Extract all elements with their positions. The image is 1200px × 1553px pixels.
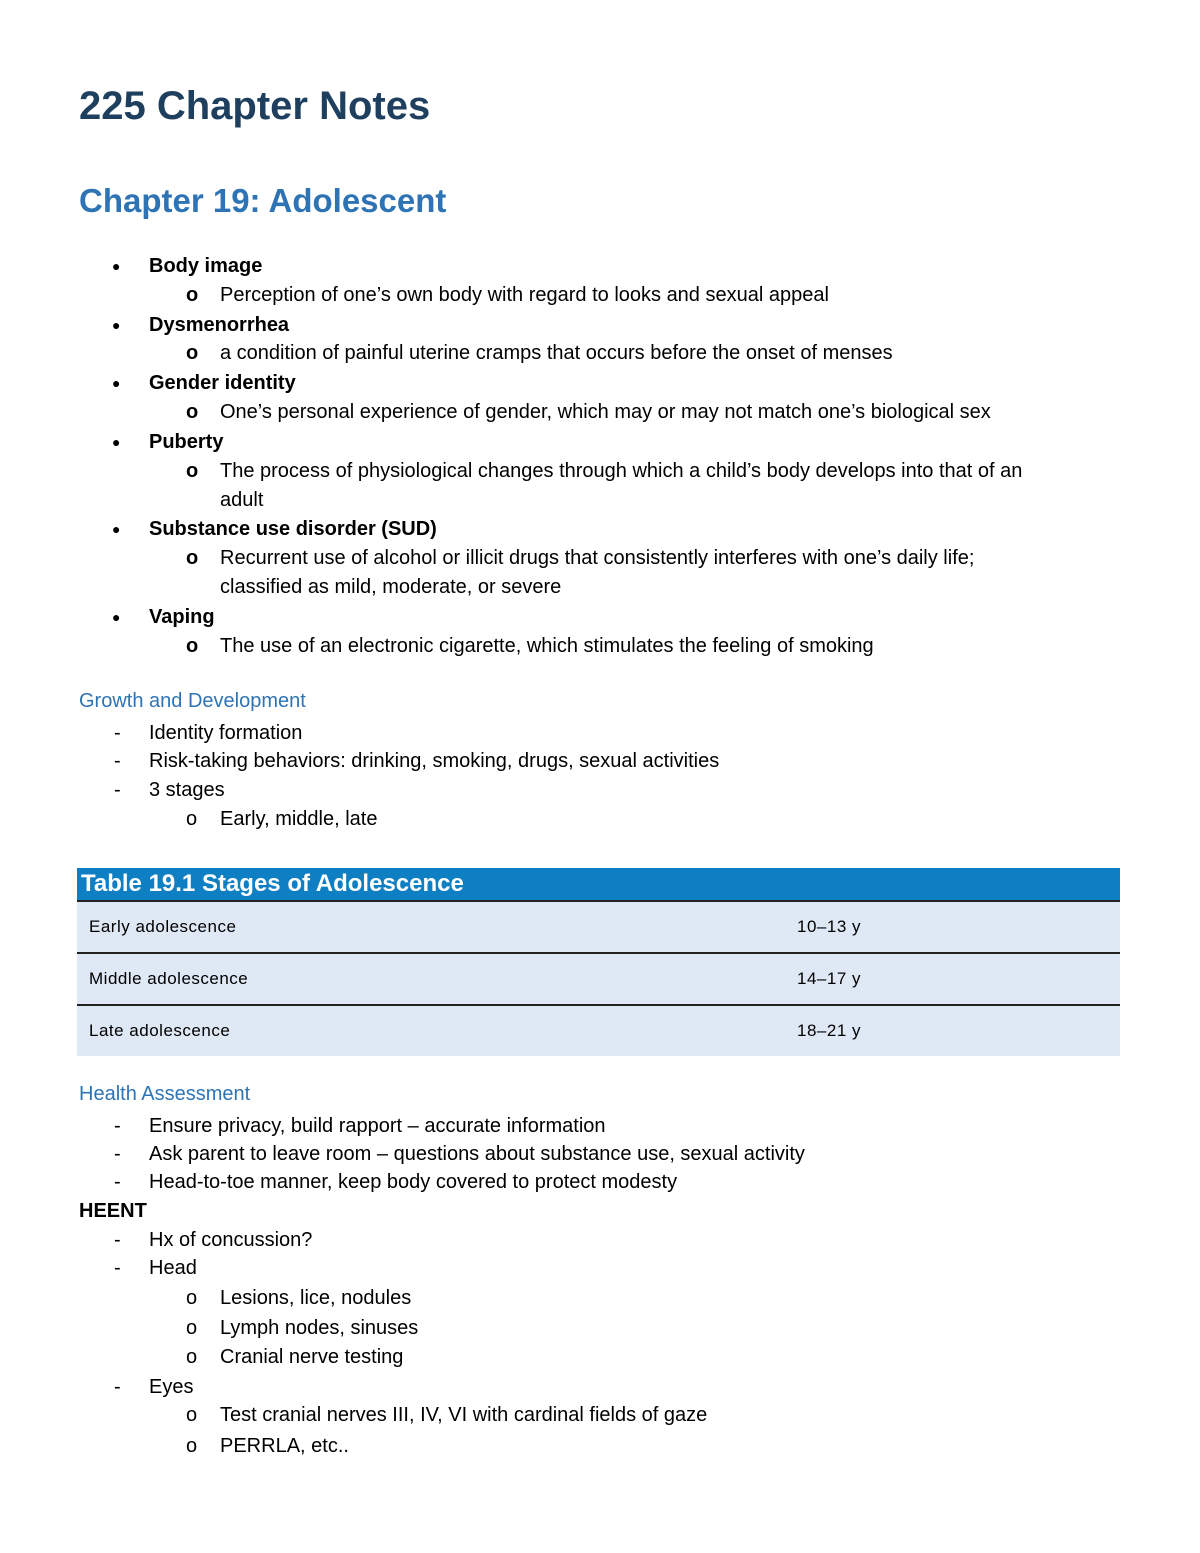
table-row [77,900,1120,952]
sub-list-item: Early, middle, late [220,808,378,830]
growth-heading: Growth and Development [79,690,306,712]
sub-bullet-icon: o [186,401,199,423]
bullet-icon: ● [112,258,121,274]
term-definition: The use of an electronic cigarette, which stimulates the feeling of smoking [220,635,874,657]
term: Substance use disorder (SUD) [149,518,437,540]
sub-bullet-icon: o [186,808,198,830]
term-definition: The process of physiological changes through which a child’s body develops into that of an [220,460,1023,482]
chapter-heading [79,182,446,220]
sub-bullet-icon: o [186,1317,198,1339]
sub-bullet-icon: o [186,460,199,482]
document-title: 225 Chapter Notes [79,84,431,128]
term: Body image [149,255,263,277]
sub-bullet-icon: o [186,547,199,569]
dash-icon: - [114,722,121,744]
list-item: Ensure privacy, build rapport – accurate information [149,1115,606,1137]
stage-cell: Middle adolescence [89,969,249,988]
bullet-icon: ● [112,317,121,333]
dash-icon: - [114,1143,121,1165]
sub-list-item: Lesions, lice, nodules [220,1287,412,1309]
term-definition: Recurrent use of alcohol or illicit drugs that consistently interferes with one’s daily life; [220,547,975,569]
sub-list-item: Cranial nerve testing [220,1346,404,1368]
dash-icon: - [114,1376,121,1398]
term: Gender identity [149,372,296,394]
table-row [77,952,1120,1004]
list-item: Head [149,1257,197,1279]
list-item: Ask parent to leave room – questions about substance use, sexual activity [149,1143,805,1165]
term-definition-continued: adult [220,489,264,511]
sub-list-item: Test cranial nerves III, IV, VI with cardinal fields of gaze [220,1404,708,1426]
sub-bullet-icon: o [186,1346,198,1368]
heent-heading: HEENT [79,1200,147,1222]
list-item: Risk-taking behaviors: drinking, smoking, drugs, sexual activities [149,750,720,772]
dash-icon: - [114,1257,121,1279]
list-item: 3 stages [149,779,225,801]
list-item: Hx of concussion? [149,1229,313,1251]
sub-bullet-icon: o [186,1404,198,1426]
sub-bullet-icon: o [186,1435,198,1457]
dash-icon: - [114,1229,121,1251]
term: Dysmenorrhea [149,314,290,336]
chapter-name: Adolescent [268,182,447,219]
sub-bullet-icon: o [186,284,199,306]
age-cell: 14–17 y [797,969,861,988]
term: Vaping [149,606,215,628]
term: Puberty [149,431,224,453]
dash-icon: - [114,1115,121,1137]
table-row [77,1004,1120,1056]
sub-list-item: PERRLA, etc.. [220,1435,349,1457]
sub-bullet-icon: o [186,342,199,364]
stage-cell: Late adolescence [89,1021,231,1040]
sub-bullet-icon: o [186,1287,198,1309]
sub-bullet-icon: o [186,635,199,657]
term-definition: Perception of one’s own body with regard to looks and sexual appeal [220,284,829,306]
dash-icon: - [114,750,121,772]
term-definition: a condition of painful uterine cramps that occurs before the onset of menses [220,342,893,364]
bullet-icon: ● [112,375,121,391]
dash-icon: - [114,779,121,801]
term-definition-continued: classified as mild, moderate, or severe [220,576,562,598]
list-item: Identity formation [149,722,303,744]
list-item: Eyes [149,1376,194,1398]
chapter-label: Chapter 19: [79,182,261,219]
bullet-icon: ● [112,434,121,450]
table-title: Table 19.1 Stages of Adolescence [77,868,1120,900]
sub-list-item: Lymph nodes, sinuses [220,1317,419,1339]
list-item: Head-to-toe manner, keep body covered to protect modesty [149,1171,678,1193]
dash-icon: - [114,1171,121,1193]
stage-cell: Early adolescence [89,917,237,936]
bullet-icon: ● [112,609,121,625]
health-heading: Health Assessment [79,1083,251,1105]
stages-table [77,868,1120,1056]
bullet-icon: ● [112,521,121,537]
age-cell: 18–21 y [797,1021,861,1040]
age-cell: 10–13 y [797,917,861,936]
term-definition: One’s personal experience of gender, which may or may not match one’s biological sex [220,401,991,423]
